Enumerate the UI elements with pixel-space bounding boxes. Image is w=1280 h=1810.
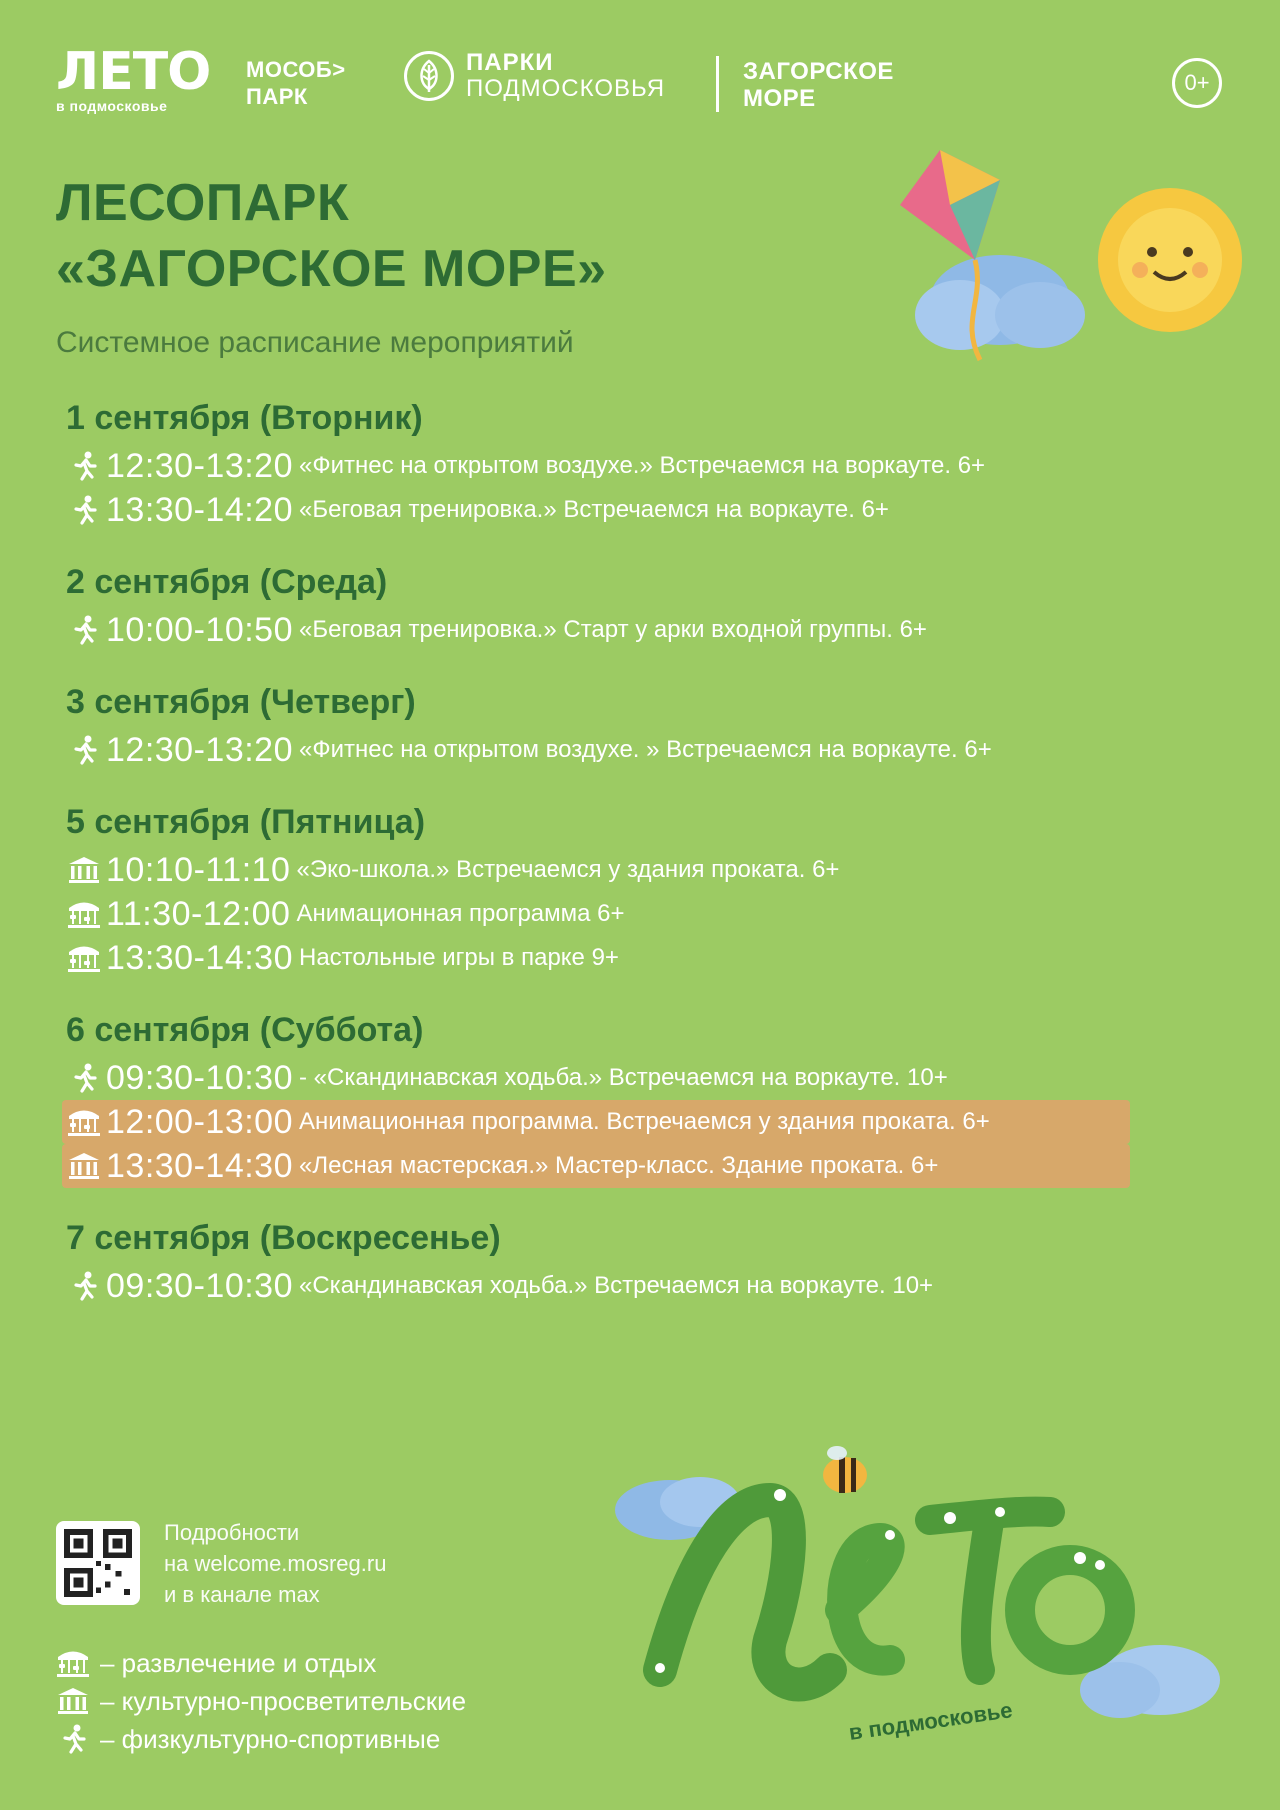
event-time: 10:00-10:50 — [106, 610, 293, 649]
event-description: «Беговая тренировка.» Встречаемся на воркауте. 6+ — [299, 496, 889, 523]
qr-code[interactable] — [56, 1521, 140, 1605]
day-title: 6 сентября (Суббота) — [66, 1011, 424, 1049]
event-description: «Фитнес на открытом воздухе. » Встречаемся на воркауте. 6+ — [299, 736, 992, 763]
mosoblpark-line1: МОСОБ> — [246, 57, 346, 82]
event-row — [66, 728, 1156, 772]
leto-logo — [56, 42, 211, 114]
carousel-icon — [66, 896, 102, 932]
event-description: «Беговая тренировка.» Старт у арки входной группы. 6+ — [299, 616, 927, 643]
event-time: 12:30-13:20 — [106, 446, 293, 485]
day-title: 2 сентября (Среда) — [66, 563, 388, 601]
leto-logo-subtext: в подмосковье — [56, 98, 168, 114]
details-line1: Подробности — [164, 1520, 300, 1545]
event-time: 11:30-12:00 — [106, 894, 291, 933]
legend-label: – развлечение и отдых — [100, 1647, 377, 1678]
page-subtitle: Системное расписание мероприятий — [56, 326, 574, 359]
schedule-day — [66, 396, 1156, 532]
event-row — [62, 1100, 1130, 1144]
schedule-day — [66, 800, 1156, 980]
details-text — [164, 1517, 386, 1610]
schedule — [66, 396, 1156, 1336]
day-title: 5 сентября (Пятница) — [66, 803, 426, 841]
runner-icon — [66, 612, 102, 648]
event-row — [66, 1056, 1156, 1100]
event-description: Анимационная программа. Встречаемся у здания проката. 6+ — [299, 1108, 990, 1135]
kite-sun-illustration — [890, 150, 1260, 400]
carousel-icon — [56, 1648, 90, 1678]
mosoblpark-logo — [246, 56, 346, 110]
event-row — [66, 848, 1156, 892]
event-description: - «Скандинавская ходьба.» Встречаемся на воркауте. 10+ — [299, 1064, 948, 1091]
details-line3: и в канале max — [164, 1582, 320, 1607]
event-time: 12:30-13:20 — [106, 730, 293, 769]
legend-item — [56, 1682, 466, 1720]
page-title — [56, 170, 607, 302]
event-row — [66, 1264, 1156, 1308]
legend-item — [56, 1644, 466, 1682]
title-line2: «ЗАГОРСКОЕ МОРЕ» — [56, 240, 607, 298]
event-row — [66, 444, 1156, 488]
legend-item — [56, 1720, 466, 1758]
mosoblpark-line2: ПАРК — [246, 84, 308, 109]
day-title: 3 сентября (Четверг) — [66, 683, 416, 721]
runner-icon — [66, 732, 102, 768]
zagorskoe-more-logo — [743, 58, 894, 112]
event-time: 10:10-11:10 — [106, 850, 291, 889]
event-row — [66, 488, 1156, 532]
event-row — [66, 608, 1156, 652]
museum-icon — [56, 1686, 90, 1716]
details-link[interactable]: на welcome.mosreg.ru — [164, 1551, 387, 1576]
leaf-icon — [404, 51, 454, 101]
icon-legend — [56, 1644, 466, 1758]
carousel-icon — [66, 940, 102, 976]
event-time: 13:30-14:30 — [106, 938, 293, 977]
header-divider — [716, 56, 719, 112]
parki-line1: ПАРКИ — [466, 49, 554, 76]
event-description: Анимационная программа 6+ — [296, 900, 625, 927]
event-description: «Скандинавская ходьба.» Встречаемся на воркауте. 10+ — [299, 1272, 934, 1299]
schedule-day — [66, 1216, 1156, 1308]
zagor-line1: ЗАГОРСКОЕ — [743, 58, 894, 85]
runner-icon — [66, 448, 102, 484]
event-time: 12:00-13:00 — [106, 1102, 293, 1141]
runner-icon — [66, 1268, 102, 1304]
leto-grass-illustration — [600, 1440, 1240, 1770]
parki-line2: ПОДМОСКОВЬЯ — [466, 75, 666, 102]
museum-icon — [66, 1148, 102, 1184]
day-title: 1 сентября (Вторник) — [66, 399, 423, 437]
event-description: «Лесная мастерская.» Мастер-класс. Здание проката. 6+ — [299, 1152, 939, 1179]
leto-logo-text: ЛЕТО — [56, 42, 211, 102]
title-line1: ЛЕСОПАРК — [56, 174, 350, 232]
event-row — [66, 892, 1156, 936]
museum-icon — [66, 852, 102, 888]
day-title: 7 сентября (Воскресенье) — [66, 1219, 501, 1257]
legend-label: – культурно-просветительские — [100, 1685, 467, 1716]
runner-icon — [66, 1060, 102, 1096]
event-time: 09:30-10:30 — [106, 1058, 293, 1097]
schedule-day — [66, 680, 1156, 772]
event-description: «Эко-школа.» Встречаемся у здания проката. 6+ — [296, 856, 840, 883]
schedule-day — [66, 560, 1156, 652]
age-rating-badge: 0+ — [1172, 58, 1222, 108]
bottom-logo-subtext: в подмосковье — [847, 1697, 1014, 1745]
event-time: 09:30-10:30 — [106, 1266, 293, 1305]
event-time: 13:30-14:30 — [106, 1146, 293, 1185]
event-row — [62, 1144, 1130, 1188]
schedule-day — [66, 1008, 1156, 1188]
event-description: Настольные игры в парке 9+ — [299, 944, 619, 971]
event-row — [66, 936, 1156, 980]
event-time: 13:30-14:20 — [106, 490, 293, 529]
event-description: «Фитнес на открытом воздухе.» Встречаемся на воркауте. 6+ — [299, 452, 986, 479]
parki-podmoskovya-logo — [404, 50, 665, 102]
zagor-line2: МОРЕ — [743, 85, 816, 112]
runner-icon — [56, 1724, 90, 1754]
legend-label: – физкультурно-спортивные — [100, 1723, 441, 1754]
carousel-icon — [66, 1104, 102, 1140]
runner-icon — [66, 492, 102, 528]
